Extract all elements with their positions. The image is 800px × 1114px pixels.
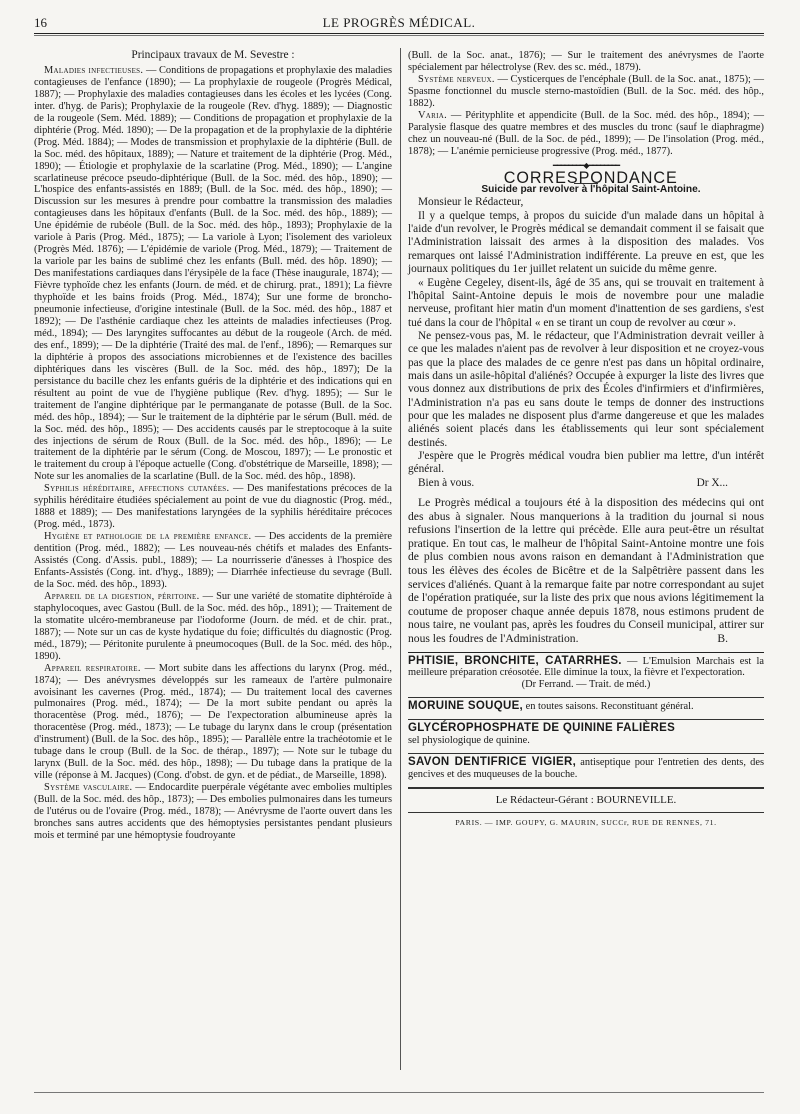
works-hygiene bbox=[34, 531, 392, 591]
section-text: — Sur une variété de stomatite diphtéroïde à staphylocoques, avec Gastou (Bull. de la Soc. méd. des hôp., 1891); — Traitement de la stomatite ulcéro-membraneuse par l'iodoforme (Journ. de méd. et de chir. prat., 1887); — Note sur un cas de kyste hydatique du foie; difficultés du diagnostic (Prog. méd., 1879); — Péritonite purulente à pneumocoques (Bull. de la Soc. méd. des hôp., 1890). bbox=[34, 590, 392, 662]
section-text: — Conditions de propagations et prophylaxie des maladies contagieuses de l'enfance (1890); — La prophylaxie de rougeole (Progrès Médical, 1887); — Prophylaxie des maladies contagieuses dans les écoles et les lycées (Cong. inter. d'hyg. de Paris); Prophylaxie de la rougeole (Rev. d'hyg. 1889); — Diagnostic de la rougeole (Sem. Méd. 1889); — Conditions de propagation et prophylaxie de la diphtérie (Prog. Méd. 1890); — De la propagation et de la prophylaxie de la diphtérie (Prog. Méd. 1884); — Modes de transmission et prophylaxie de la diphtérie (Bull. de la Soc. méd. des hôpitaux, 1889); — Nature et traitement de la diphtérie (Prog. Méd., 1890); — Étiologie et prophylaxie de la scarlatine (Prog. Méd., 1890); — L'angine scarlatineuse précoce pseudo-diphtérique (Bull. de la Soc. méd. des hôp., 1890); — L'hospice des enfants-assistés en 1889; (Bull. de la Soc. méd. des hôp., 1890); — Discussion sur les mesures à prendre pour combattre la transmission des maladies contagieuses dans les hôpitaux d'enfants (Bull. de la Soc. méd. des hôp., 1889); — Une épidémie de rubéole (Bull. de la Soc. méd. des hôp., 1893); Prophylaxie de la variole à Paris (Prog. Méd., 1875); — La variole à Lyon; l'isolement des varioleux (Progrès Méd. 1876); — L'épidémie de variole (Prog. Méd., 1879); — Traitement de la variole par les bains de sublimé chez les enfants (Bull. méd. des hôp. 1890); — Des manifestations cardiaques dans l'érysipèle de la face (Thèse inaugurale, 1874); — Fièvre typhoïde chez les enfants (Journ. de méd. et de chirurg. prat., 1891); La fièvre thyphoïde et les bains froids (Prog. Méd., 1874); Sur une forme de broncho-pneumonie infectieuse, d'origine intestinale (Bull. de la Soc. méd. des hôp., 1887 et 1892); — De l'asthénie cardiaque chez les atteints de maladies infectieuses (Prog. méd., 1894); — Des laryngites suffocantes au début de la rougeole (Arch. de méd. des enf., 1899); — De la diphtérie (Traité des mal. de l'enf., 1896); — Remarques sur la diphtérie à propos des associations microbiennes et de l'existence des bacilles diphtériques dans les viscères (Bull. de la Soc. méd. des hôp., 1897); De la persistance du bacille chez les enfants guéris de la diphtérie et des indications qui en résultent au point de vue de l'hygiène publique (Rev. d'hyg. 1895); — Sur le traitement de l'angine diphtérique par le permanganate de potasse (Bull. de la Soc. méd. des hôp., 1894); — Sur le traitement de la diphtérie par le sérum (Bull. méd. de la Soc. méd. des hôp., 1895); — Des accidents causés par le streptocoque à la suite des injections de sérum de Roux (Bull. de la Soc. méd. des hôp., 1896); — Le traitement de la diphtérie par le sérum (Cong. de Moscou, 1897); — Le pronostic et le traitement du croup à l'époque actuelle (Cong. d'obstétrique de Marseille, 1898); — Note sur les anomalies de la scarlatine (Bull. de la Soc. méd. des hôp., 1898). bbox=[34, 64, 392, 483]
journal-title: LE PROGRÈS MÉDICAL. bbox=[322, 15, 476, 30]
letter-paragraph: Ne pensez-vous pas, M. le rédacteur, que l'Administration devrait veiller à ce que les malades n'aient pas de revolver à leur disposition et ne croyez-vous pas que la place des malades de ce genre n'est pas dans un hôpital ordinaire, mais dans un asile-hôpital d'aliénés? Occupée à expurger la liste des livres que vous donnez aux distributions de prix des Écoles d'infirmiers et d'infirmières, l'Administration n'a pas eu sans doute le temps de donner des instructions pour que les malades ne disposent plus d'arme dangereuse et que les malades aliénés soient placés dans les établissements qui leur sont spécialement destinés. bbox=[408, 329, 764, 449]
ad-head: GLYCÉROPHOSPHATE DE QUININE FALIÈRES bbox=[408, 722, 676, 735]
ad-text: sel physiologique de quinine. bbox=[408, 735, 530, 747]
section-lead: Varia. bbox=[418, 109, 448, 121]
letter-body bbox=[408, 196, 764, 490]
ad-text: en toutes saisons. Reconstituant général. bbox=[523, 701, 694, 713]
section-text: — Pérityphlite et appendicite (Bull. de la Soc. méd. des hôp., 1894); — Paralysie flasque des quatre membres et des muscles du tronc (sauf le diaphragme) chez un nouveau-né (Bull. de la Soc. de péd., 1899); — De l'insolation (Prog. méd., 1878); — L'anémie pernicieuse progressive (Prog. méd., 1877). bbox=[408, 109, 764, 157]
section-lead: Système nerveux. bbox=[418, 73, 495, 85]
page-header bbox=[34, 15, 764, 35]
ad-text: — L'Emulsion Marchais est la meilleure préparation créosotée. Elle diminue la toux, la fièvre et l'expectoration. bbox=[408, 655, 764, 679]
works-vascular bbox=[34, 782, 392, 842]
works-varia bbox=[408, 110, 764, 158]
ad-divider bbox=[408, 697, 764, 698]
section-text: — Endocardite puerpérale végétante avec embolies multiples (Bull. de la Soc. méd. des hôp., 1873); — Des embolies pulmonaires dans les tumeurs de l'utérus ou de l'ovaire (Prog. méd., 1878); — Anévrysme de l'aorte ouvert dans les bronches sans autres accidents que des hémoptysies persistantes pendant plusieurs mois et terminé par une hémoptysie foudroyante bbox=[34, 782, 392, 841]
ornament-divider: ━━━━━━━━◆━━━━━━━━ bbox=[552, 160, 620, 170]
printer-line: PARIS. — IMP. GOUPY, G. MAURIN, SUCCr, RUE DE RENNES, 71. bbox=[408, 812, 764, 829]
ad-moruine bbox=[408, 701, 764, 713]
advertisements bbox=[408, 652, 764, 790]
section-lead: Appareil de la digestion, péritoine. bbox=[44, 590, 200, 602]
section-text: — Des manifestations précoces de la syphilis héréditaire étudiées spécialement au point de vue du diagnostic (Prog. méd., 1888 et 1889); — Des manifestations laryngées de la syphilis héréditaire précoces (Prog. méd., 1873). bbox=[34, 483, 392, 531]
signature: Dr X... bbox=[696, 476, 728, 489]
ad-divider bbox=[408, 719, 764, 720]
editorial-reply bbox=[408, 496, 764, 646]
left-column bbox=[34, 50, 392, 842]
closing: Bien à vous. bbox=[418, 476, 475, 489]
works-nervous bbox=[408, 74, 764, 110]
section-lead: Système vasculaire. bbox=[44, 782, 133, 794]
section-text: — Mort subite dans les affections du larynx (Prog. méd., 1874); — Des anévrysmes développés sur les rameaux de l'artère pulmonaire avoisinant les cavernes (Prog. méd., 1874); — Du traitement local des cavernes pulmonaires (Prog. méd., 1874); — De la mort subite pendant ou après la thoracentèse (Prog. méd., 1876); — De l'expectoration albumineuse après la thoracentèse (Prog. méd., 1873); — Le tubage du larynx dans le croup (présentation d'instrument) (Bull. de la Soc. des hôp., 1895); — Parallèle entre la trachéotomie et le tubage dans le croup (Bull. de la Soc. de thérap., 1897); — Note sur le tubage du larynx (Bull. de la Soc. méd. des hôp., 1898); — Du tubage dans la pratique de la ville (réponse à M. Jacques) (Cong. d'obst. de gyn. et de pédiat., de Marseille, 1898). bbox=[34, 662, 392, 782]
bottom-rule bbox=[34, 1092, 764, 1093]
ad-glycerophosphate bbox=[408, 723, 764, 747]
works-heading: Principaux travaux de M. Sevestre : bbox=[131, 49, 295, 61]
ad-divider bbox=[408, 753, 764, 754]
ad-phtisie bbox=[408, 656, 764, 692]
ad-divider bbox=[408, 787, 764, 789]
section-title: CORRESPONDANCE bbox=[503, 167, 678, 187]
right-column bbox=[408, 50, 764, 829]
section-lead: Hygiène et pathologie de la première enfance. bbox=[44, 531, 252, 543]
works-infectious bbox=[34, 65, 392, 483]
section-lead: Maladies infectieuses. bbox=[44, 64, 144, 76]
column-divider bbox=[400, 48, 401, 1070]
ad-head: SAVON DENTIFRICE VIGIER, bbox=[408, 756, 577, 769]
ad-savon bbox=[408, 757, 764, 781]
editor-line: Le Rédacteur-Gérant : BOURNEVILLE. bbox=[495, 794, 677, 807]
section-lead: Appareil respiratoire. bbox=[44, 662, 141, 674]
page-number: 16 bbox=[34, 15, 47, 30]
works-syphilis bbox=[34, 483, 392, 531]
letter-closing bbox=[408, 477, 764, 490]
letter-paragraph: Il y a quelque temps, à propos du suicide d'un malade dans un hôpital à l'aide d'un revolver, le Progrès médical se demandait comment il se faisait que l'Administration laissait des armes à la disposition des malades. Vos remarques ont laissé l'Administration indifférente. La preuve en est, que les journaux politiques du 1er juillet relatent un suicide du même genre. bbox=[408, 209, 764, 276]
section-text: — Cysticerques de l'encéphale (Bull. de la Soc. anat., 1875); — Spasme fonctionnel du muscle sterno-mastoïdien (Bull. de la Soc. méd. des hôp., 1882). bbox=[408, 73, 764, 109]
section-text: — Des accidents de la première dentition (Prog. méd., 1882); — Les nouveau-nés chétifs et malades des Enfants-Assistés (Cong. d'Assis. publ., 1889); — La nourrisserie d'ânesses à l'hospice des Enfants-Assistés (Cong. int. d'hyg., 1889); — Diarrhée infectieuse du sevrage (Bull. de la Soc. méd. des hôp., 1893). bbox=[34, 531, 392, 590]
header-rule bbox=[34, 33, 764, 34]
letter-paragraph: « Eugène Cegeley, disent-ils, âgé de 35 ans, qui se trouvait en traitement à l'hôpital Saint-Antoine depuis le mois de novembre pour une maladie nerveuse, profitant hier matin d'un moment d'inattention de ses gardiens, s'est tué dans la cour de l'hôpital « en se tirant un coup de revolver au cœur ». bbox=[408, 276, 764, 329]
reply-text: Le Progrès médical a toujours été à la disposition des médecins qui ont des abus à signaler. Nous manquerions à la tradition du journal si nous refusions l'insertion de la lettre qui précède. Elle aura peut-être un résultat pratique. En tout cas, le malheur de l'hôpital Saint-Antoine montre une fois de plus combien nous avons raison en demandant à l'Administration que tous les élèves des écoles de Bicêtre et de la Salpêtrière passent dans les services d'aliénés. Quant à la remarque faite par notre correspondant au sujet de l'opération pratiquée, sur la liste des prix que nous avions légitimement la coutume de proposer chaque année depuis 1878, nous estimons prudent de nous taire, ne voulant pas, après les foudres du Conseil municipal, attirer sur nous les foudres de l'Administration. bbox=[408, 496, 764, 645]
reply-initial: B. bbox=[717, 631, 728, 645]
section-lead: Syphilis héréditaire, affections cutanées. bbox=[44, 483, 230, 495]
ad-text: antiseptique pour l'entretien des dents, des gencives et des muqueuses de la bouche. bbox=[408, 757, 764, 781]
ad-source: (Dr Ferrand. — Trait. de méd.) bbox=[521, 679, 651, 691]
letter-subtitle: Suicide par revolver à l'hôpital Saint-Antoine. bbox=[481, 184, 701, 196]
continued-text: (Bull. de la Soc. anat., 1876); — Sur le traitement des anévrysmes de l'aorte spécialement par hélectrolyse (Rev. des sc. méd., 1879). bbox=[408, 50, 764, 73]
works-respiratory bbox=[34, 663, 392, 783]
ad-head: PHTISIE, BRONCHITE, CATARRHES. bbox=[408, 654, 622, 667]
salutation: Monsieur le Rédacteur, bbox=[418, 196, 524, 209]
header-rule-secondary bbox=[34, 35, 764, 36]
ad-head: MORUINE SOUQUE, bbox=[408, 700, 524, 713]
works-digestion bbox=[34, 591, 392, 663]
letter-paragraph: J'espère que le Progrès médical voudra bien publier ma lettre, d'un intérêt général. bbox=[408, 449, 764, 476]
